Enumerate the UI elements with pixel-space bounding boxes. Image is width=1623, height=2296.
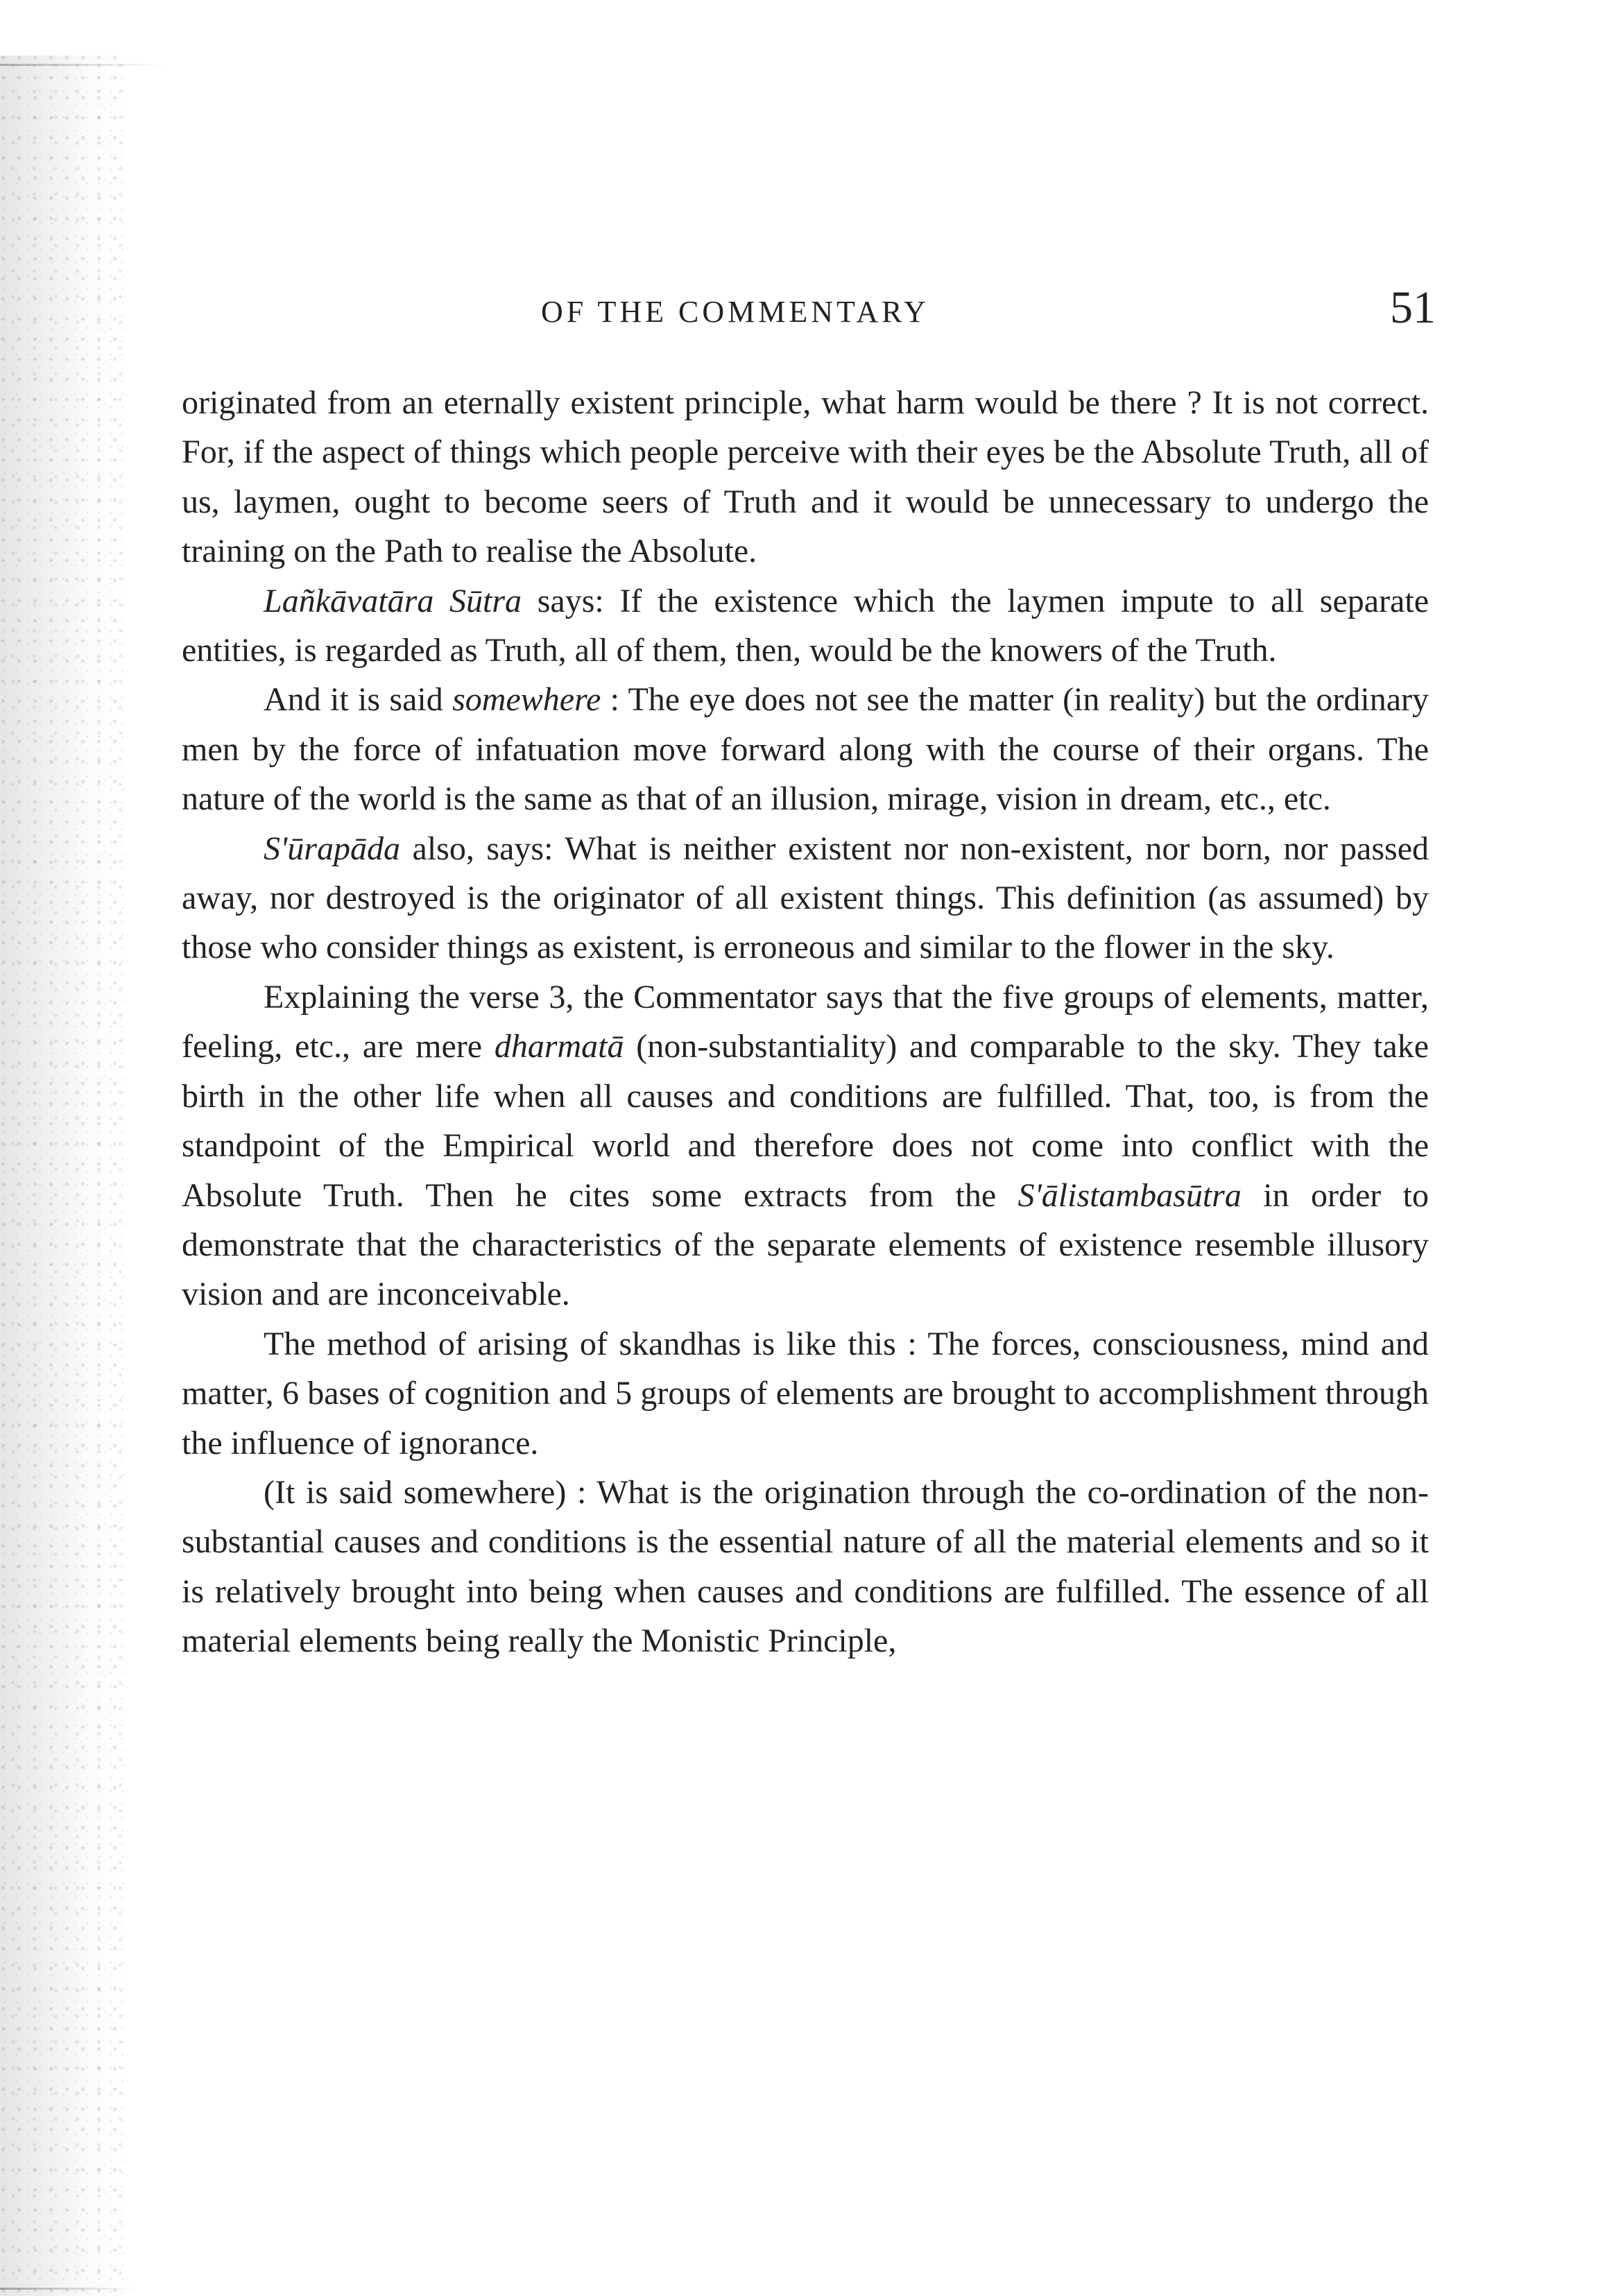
- paragraph-3-italic: somewhere: [452, 681, 601, 719]
- paragraph-3-text: : The eye does not see the matter (in reality) but the ordinary men by the force of infatuation move forward along with the course of their organs. The nature of the world is the same as that of an illusion, mirage, vision in dream, etc., etc.: [182, 681, 1429, 818]
- page-header: [187, 282, 1436, 347]
- paragraph-6-text: The method of arising of skandhas is like this : The forces, consciousness, mind and matter, 6 bases of cognition and 5 groups of elements are brought to accomplishment through the influence of ignorance.: [182, 1325, 1429, 1462]
- paragraph-2: [182, 576, 1429, 676]
- work-title-surapada: S'ūrapāda: [264, 830, 400, 867]
- paragraph-5-mid: (non-substantiality) and comparable to the sky. They take birth in the other life when all causes and conditions are fulfilled. That, too, is from the standpoint of the Empirical world and therefore does not come into conflict with the Absolute Truth. Then he cites some extracts from the: [182, 1028, 1429, 1214]
- paragraph-2-text: says: If the existence which the laymen impute to all separate entities, is regarded as Truth, all of them, then, would be the knowers of the Truth.: [182, 582, 1429, 669]
- scan-top-rule: [0, 64, 166, 66]
- scan-bottom-rule: [0, 2288, 139, 2290]
- paragraph-7: [182, 1468, 1429, 1666]
- paragraph-1-text: originated from an eternally existent principle, what harm would be there ? It is not correct. For, if the aspect of things which people perceive with their eyes be the Absolute Truth, all of us, laymen, ought to become seers of Truth and it would be unnecessary to undergo the training on the Path to realise the Absolute.: [182, 384, 1429, 570]
- scan-margin-noise: [0, 55, 125, 2296]
- page-number: 51: [1390, 282, 1436, 333]
- paragraph-1: [182, 378, 1429, 576]
- paragraph-3-pre: And it is said: [264, 681, 453, 719]
- term-dharmata: dharmatā: [494, 1028, 624, 1065]
- paragraph-5-pre: Explaining the verse 3, the Commentator says that the five groups of elements, matter, feeling, etc., are mere: [182, 978, 1429, 1065]
- paragraph-7-text: (It is said somewhere) : What is the origination through the co-ordination of the non-substantial causes and conditions is the essential nature of all the material elements and so it is relatively brought into being when causes and conditions are fulfilled. The essence of all material elements being really the Monistic Principle,: [182, 1473, 1429, 1660]
- body-text: [182, 378, 1429, 1666]
- paragraph-6: [182, 1319, 1429, 1468]
- paragraph-5-text: in order to demonstrate that the characteristics of the separate elements of existence resemble illusory vision and are inconceivable.: [182, 1176, 1429, 1313]
- paragraph-4-text: also, says: What is neither existent nor non-existent, nor born, nor passed away, nor destroyed is the originator of all existent things. This definition (as assumed) by those who consider things as existent, is erroneous and similar to the flower in the sky.: [182, 830, 1429, 966]
- paragraph-5: [182, 973, 1429, 1319]
- work-title-lankavatara: Lañkāvatāra Sūtra: [264, 582, 522, 619]
- work-title-salistambasutra: S'ālistambasūtra: [1017, 1176, 1242, 1214]
- paragraph-4: [182, 824, 1429, 973]
- running-head: OF THE COMMENTARY: [541, 295, 929, 329]
- paragraph-3: [182, 675, 1429, 823]
